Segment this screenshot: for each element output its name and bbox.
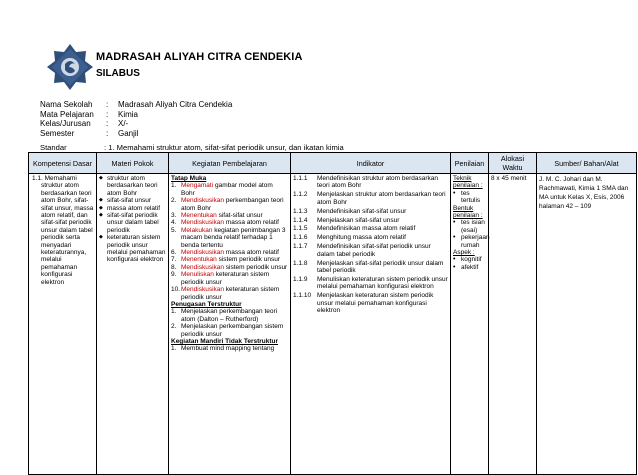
activity-text: keteraturan sistem periodik unsur: [181, 286, 280, 301]
activity-text: kegiatan penimbangan 3 macam benda relatif terhadap 1 benda tertentu: [181, 226, 286, 249]
aspek-heading: Aspek :: [453, 249, 475, 257]
item-number: 1.: [171, 182, 177, 190]
list-item: [171, 286, 288, 301]
indicator-number: 1.1.6: [293, 234, 308, 242]
list-item: [171, 345, 288, 352]
indicator-number: 1.1.1: [293, 175, 308, 182]
item-number: 9.: [171, 271, 177, 279]
identity-block: [40, 100, 232, 138]
list-item: [171, 212, 288, 219]
info-label: Nama Sekolah: [40, 100, 93, 109]
item-number: 10.: [171, 286, 181, 294]
column-header: Penilaian: [451, 153, 489, 174]
syllabus-table: [28, 152, 637, 475]
indikator-cell: [291, 174, 451, 475]
list-item: • kognitif: [453, 256, 486, 263]
activity-verb: Melakukan: [181, 226, 213, 234]
list-item: [293, 175, 448, 190]
list-item: [293, 243, 448, 258]
activity-text: Membuat mind mapping tentang: [181, 345, 275, 353]
tatap-muka-heading: Tatap Muka: [171, 175, 207, 182]
materi-list: [99, 175, 166, 264]
indicator-number: 1.1.7: [293, 243, 308, 251]
info-row: [40, 100, 232, 110]
list-item: [293, 260, 448, 275]
kd-cell: [29, 174, 97, 475]
list-item: [171, 182, 288, 197]
list-item: [171, 219, 288, 226]
activity-verb: Mendiskusikan: [181, 197, 224, 205]
list-item: [171, 308, 288, 323]
activity-verb: Mendiskusikan: [181, 263, 224, 271]
item-number: 6.: [171, 249, 177, 257]
kegiatan-cell: [169, 174, 291, 475]
activity-verb: Menentukan: [181, 256, 217, 264]
penilaian-cell: [451, 174, 489, 475]
table-row: [29, 174, 637, 475]
activity-verb: Mendiskusikan: [181, 286, 224, 294]
column-header: Materi Pokok: [97, 153, 169, 174]
item-number: 1.: [171, 345, 177, 353]
school-name: MADRASAH ALIYAH CITRA CENDEKIA: [96, 51, 303, 63]
indicator-number: 1.1.5: [293, 225, 308, 233]
activity-text: Menjelaskan perkembangan teori atom (Dalton – Rutherford): [181, 308, 278, 323]
indicator-text: Menjelaskan struktur atom berdasarkan teori atom Bohr: [317, 191, 446, 206]
item-number: 1.: [171, 308, 177, 316]
activity-verb: Mengamati: [181, 182, 214, 190]
indicator-number: 1.1.9: [293, 275, 308, 283]
info-row: [40, 129, 232, 139]
indicator-number: 1.1.2: [293, 191, 308, 199]
list-item: [171, 271, 288, 286]
indicator-text: Menjelaskan sifat-sifat unsur: [317, 216, 400, 224]
indicator-number: 1.1.8: [293, 259, 308, 267]
item-number: 5.: [171, 226, 177, 234]
column-header: Kompetensi Dasar: [29, 153, 97, 174]
terstruktur-heading: Penugasan Terstruktur: [171, 300, 242, 308]
bentuk-list: [453, 219, 490, 249]
materi-cell: [97, 174, 169, 475]
info-separator: :: [106, 119, 109, 128]
list-item: • tes isian (esai): [453, 219, 486, 234]
activity-text: sifat-sifat unsur: [216, 212, 263, 220]
info-label: Mata Pelajaran: [40, 109, 94, 119]
list-item: [293, 217, 448, 224]
item-number: 4.: [171, 219, 177, 227]
list-item: [293, 191, 448, 206]
standard-value: : 1. Memahami struktur atom, sifat-sifat periodik unsur, dan ikatan kimia: [104, 143, 344, 152]
column-header: Sumber/ Bahan/Alat: [537, 153, 637, 174]
list-item: [293, 292, 448, 314]
column-header: Indikator: [291, 153, 451, 174]
indicator-text: Mendefinisikan struktur atom berdasarkan teori atom Bohr: [317, 175, 439, 190]
info-separator: :: [106, 128, 109, 138]
table-header-row: [29, 153, 637, 174]
indicator-text: Menuliskan keteraturan sistem periodik unsur melalui pemahaman konfigurasi elektron: [317, 275, 448, 291]
activity-text: keteraturan sistem periodik unsur: [181, 271, 270, 286]
info-separator: :: [106, 100, 109, 109]
activity-verb: Menentukan: [181, 212, 217, 220]
item-number: 7.: [171, 256, 177, 264]
activity-text: perkembangan teori atom Bohr: [181, 197, 284, 212]
list-item: [293, 276, 448, 291]
aspek-list: [453, 256, 486, 271]
mandiri-heading: Kegiatan Mandiri Tidak Terstruktur: [171, 337, 279, 345]
list-item: • afektif: [453, 264, 486, 271]
kd-text: 1.1. Memahami struktur atom berdasarkan teori atom Bohr, sifat-sifat unsur, massa atom relatif, dan sifat-sifat periodik unsur dalam tabel periodik serta menyadari keteraturannya, melalui pemahaman konfigurasi elektron: [32, 175, 94, 286]
indicator-text: Menjelaskan keteraturan sistem periodik unsur melalui pemahaman konfigurasi elektron: [317, 292, 434, 314]
indicator-number: 1.1.10: [293, 292, 312, 300]
info-value: Ganjil: [118, 128, 139, 138]
indicator-text: Menjelaskan sifat-sifat periodik unsur dalam tabel periodik: [317, 259, 444, 274]
item-number: 3.: [171, 212, 177, 220]
teknik-list: [453, 190, 486, 205]
list-item: [171, 197, 288, 212]
alokasi-cell: [489, 174, 537, 475]
activity-text: massa atom relatif: [224, 219, 279, 227]
list-item: • pekerjaan rumah: [453, 234, 486, 249]
activity-text: sistem periodik unsur: [216, 256, 281, 264]
list-item: ◆ sifat-sifat unsur: [99, 197, 166, 204]
document-title: SILABUS: [96, 68, 140, 79]
school-logo-icon: [45, 42, 95, 92]
activity-text: gambar model atom Bohr: [181, 182, 273, 197]
info-row: [40, 119, 232, 129]
bentuk-heading: Bentuk penilaian :: [453, 204, 483, 220]
activity-text: Menjelaskan perkembangan sistem periodik unsur: [181, 323, 284, 338]
list-item: ◆ keteraturan sistem periodik unsur melalui pemahaman konfigurasi elektron: [99, 234, 166, 264]
list-item: • tes tertulis: [453, 190, 486, 205]
indicator-text: Mendefinisikan sifat-sifat periodik unsur dalam tabel periodik: [317, 243, 431, 258]
sumber-cell: [537, 174, 637, 475]
indicator-text: Menghitung massa atom relatif: [317, 234, 406, 242]
activity-text: sistem periodik unsur: [224, 263, 288, 271]
activity-verb: Mendiskusikan: [181, 249, 224, 257]
indicator-text: Mendefinisikan massa atom relatif: [317, 225, 416, 233]
standard-label: Standar: [40, 143, 67, 152]
item-number: 2.: [171, 323, 177, 331]
list-item: [171, 264, 288, 271]
list-item: [293, 208, 448, 215]
column-header: Kegiatan Pembelajaran: [169, 153, 291, 174]
alokasi-text: 8 x 45 menit: [491, 175, 527, 182]
info-value: Kimia: [118, 109, 139, 119]
list-item: [293, 225, 448, 232]
list-item: [171, 256, 288, 263]
list-item: [171, 227, 288, 249]
item-number: 8.: [171, 263, 177, 271]
item-number: 2.: [171, 197, 177, 205]
info-label: Semester: [40, 128, 75, 138]
column-header: Alokasi Waktu: [489, 153, 537, 174]
info-row: [40, 110, 232, 120]
list-item: [171, 323, 288, 338]
sumber-text: J. M. C. Johari dan M. Rachmawati, Kimia 1 SMA dan MA untuk Kelas X, Esis, 2006 halaman 42 – 109: [539, 176, 629, 210]
info-value: Madrasah Aliyah Citra Cendekia: [118, 100, 233, 109]
info-label: Kelas/Jurusan: [40, 119, 91, 128]
list-item: ◆ struktur atom berdasarkan teori atom Bohr: [99, 175, 166, 197]
indicator-number: 1.1.3: [293, 207, 308, 215]
list-item: [171, 249, 288, 256]
info-value: X/-: [118, 119, 129, 128]
list-item: ◆ massa atom relatif: [99, 205, 166, 212]
list-item: [293, 234, 448, 241]
activity-verb: Mendiskusikan: [181, 219, 224, 227]
activity-text: massa atom relatif: [224, 249, 279, 257]
activity-verb: Menuliskan: [181, 271, 214, 279]
info-separator: :: [106, 109, 109, 119]
indicator-text: Mendefinisikan sifat-sifat unsur: [317, 207, 407, 215]
indicator-number: 1.1.4: [293, 216, 308, 224]
teknik-heading: Teknik penilaian :: [453, 175, 483, 190]
list-item: ◆ sifat-sifat periodik unsur dalam tabel periodik: [99, 212, 166, 234]
